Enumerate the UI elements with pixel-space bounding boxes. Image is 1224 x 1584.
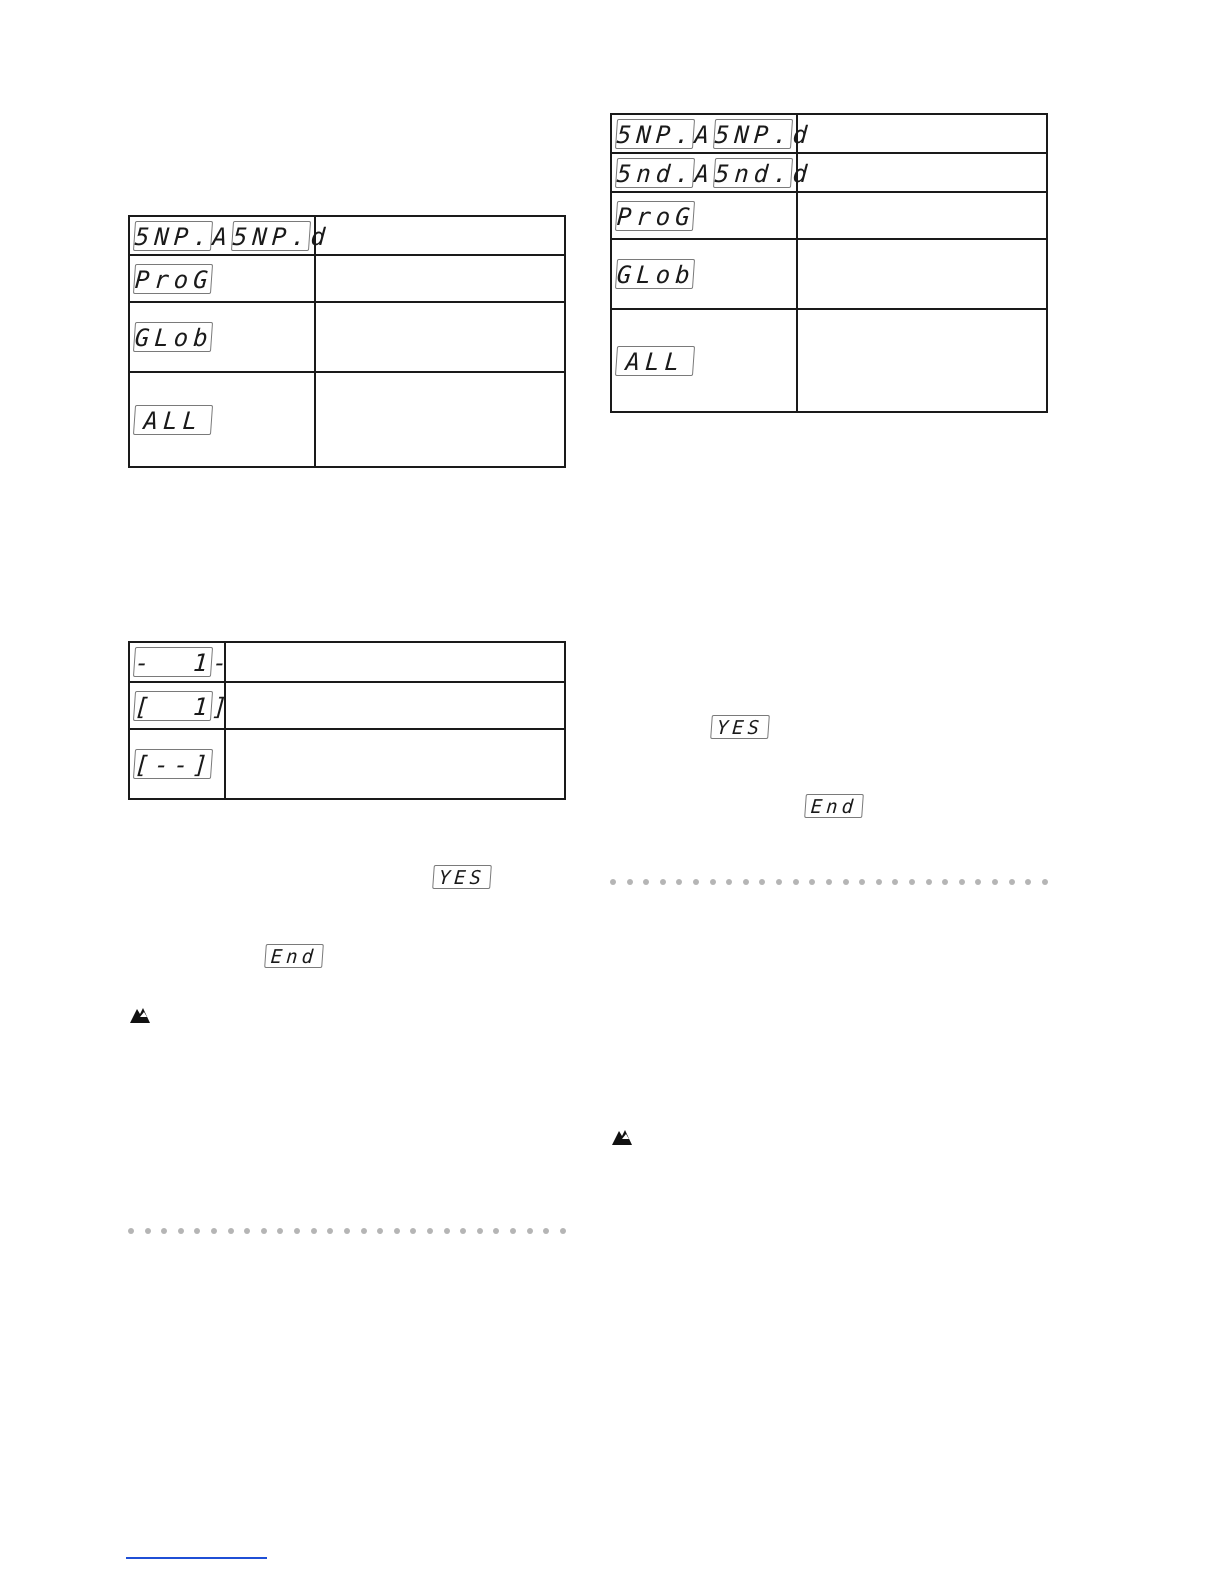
display-cell <box>129 682 234 729</box>
description-cell <box>797 192 1047 239</box>
display-cell <box>129 372 315 467</box>
display-cell <box>129 642 234 682</box>
left-table-2 <box>128 641 566 800</box>
pencil-note-icon <box>610 1126 634 1146</box>
description-cell <box>225 729 565 799</box>
lcd-end-display: End <box>264 944 324 968</box>
display-cell <box>611 192 797 239</box>
lcd-display: 5nd.A <box>615 159 716 188</box>
display-cell <box>611 309 797 412</box>
lcd-display: 5NP.d <box>231 222 332 251</box>
lcd-display: - 1- <box>133 649 234 677</box>
description-cell <box>225 642 565 682</box>
display-cell <box>611 153 814 192</box>
right-table-1 <box>610 113 1048 413</box>
left-table-1 <box>128 215 566 468</box>
display-cell <box>129 302 315 372</box>
description-cell <box>315 216 565 255</box>
lcd-display: ProG <box>615 202 696 231</box>
display-cell <box>129 729 225 799</box>
dotted-separator <box>128 1228 566 1234</box>
description-cell <box>315 372 565 467</box>
display-cell <box>129 216 332 255</box>
lcd-display: 5nd.d <box>713 159 814 188</box>
lcd-display: GLob <box>133 324 214 352</box>
lcd-display: 5NP.A <box>133 222 234 251</box>
lcd-end-display: End <box>804 794 864 818</box>
lcd-display: 5NP.d <box>713 120 814 149</box>
description-cell <box>797 309 1047 412</box>
description-cell <box>797 153 1047 192</box>
footer-link-underline[interactable] <box>126 1557 267 1559</box>
display-cell <box>611 114 814 153</box>
lcd-display: GLob <box>615 261 696 289</box>
description-cell <box>225 682 565 729</box>
lcd-display: ALL <box>615 346 695 376</box>
pencil-note-icon <box>128 1004 152 1024</box>
description-cell <box>797 239 1047 309</box>
lcd-yes-display: YES <box>710 715 770 739</box>
lcd-display: ALL <box>133 405 213 435</box>
lcd-display: [ 1] <box>133 692 234 721</box>
display-cell <box>129 255 315 302</box>
lcd-yes-display: YES <box>432 865 492 889</box>
dotted-separator <box>610 879 1048 885</box>
description-cell <box>315 255 565 302</box>
lcd-display: 5NP.A <box>615 120 716 149</box>
lcd-display: [--] <box>133 751 214 779</box>
lcd-display: ProG <box>133 265 214 294</box>
description-cell <box>797 114 1047 153</box>
display-cell <box>611 239 797 309</box>
description-cell <box>315 302 565 372</box>
